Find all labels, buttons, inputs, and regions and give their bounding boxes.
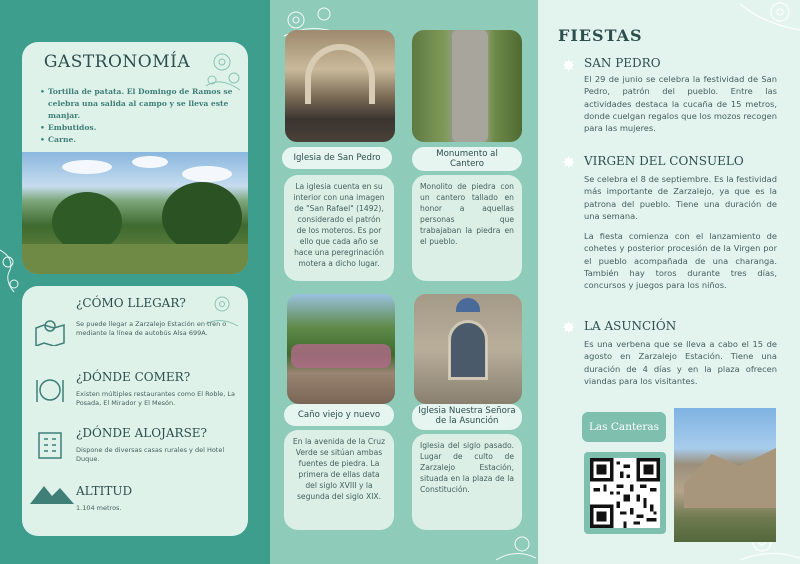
las-canteras-button[interactable]: Las Canteras bbox=[582, 412, 666, 442]
mountain-icon bbox=[30, 482, 74, 506]
map-icon bbox=[34, 318, 66, 346]
virgen-consuelo-title: VIRGEN DEL CONSUELO bbox=[584, 154, 744, 168]
como-llegar-title: ¿CÓMO LLEGAR? bbox=[76, 296, 186, 310]
donde-comer-text: Existen múltiples restaurantes como El Roble, La Posada, El Mirador y El Mesón. bbox=[76, 390, 235, 407]
monumento-cantero-photo bbox=[412, 30, 522, 142]
qr-code-icon bbox=[590, 458, 660, 528]
iglesia-asuncion-text: Iglesia del siglo pasado. Lugar de culto de Zarzalejo Estación, situada en la plaza de la Constitución. bbox=[412, 434, 522, 530]
iglesia-asuncion-title: Iglesia Nuestra Señora de la Asunción bbox=[412, 404, 522, 430]
gastronomia-list bbox=[40, 86, 240, 146]
virgen-consuelo-text: Se celebra el 8 de septiembre. Es la festividad más importante de Zarzalejo, ya que es la patrona del pueblo. Tiene una duración de una semana. bbox=[584, 174, 777, 221]
fiestas-title: FIESTAS bbox=[558, 26, 643, 45]
qr-code[interactable] bbox=[584, 452, 666, 534]
altitud-title: ALTITUD bbox=[76, 484, 133, 498]
donde-alojarse-text: Dispone de diversas casas rurales y del Hotel Duque. bbox=[76, 446, 225, 463]
info-card bbox=[22, 286, 248, 536]
san-pedro-text: El 29 de junio se celebra la festividad de San Pedro, patrón del pueblo. Entre las actividades destaca la cucaña de 15 metros, donde cuelgan regalos que los mozos recogen para las mujeres. bbox=[584, 74, 777, 134]
list-item: • Embutidos. bbox=[40, 122, 240, 134]
iglesia-san-pedro-title: Iglesia de San Pedro bbox=[282, 147, 392, 169]
cano-viejo-nuevo-title: Caño viejo y nuevo bbox=[284, 404, 394, 426]
donde-alojarse-title: ¿DÓNDE ALOJARSE? bbox=[76, 426, 207, 440]
altitud-text: 1.104 metros. bbox=[76, 504, 122, 512]
donde-comer-title: ¿DÓNDE COMER? bbox=[76, 370, 191, 384]
iglesia-san-pedro-text: La iglesia cuenta en su interior con una imagen de "San Rafael" (1492), considerado el patrón de los moteros. Es por ello que cada año se hace una peregrinación motera a dicho lugar. bbox=[284, 175, 394, 281]
building-icon bbox=[36, 430, 64, 460]
asuncion-title: LA ASUNCIÓN bbox=[584, 319, 677, 333]
landscape-photo bbox=[22, 152, 248, 274]
star-icon: ✸ bbox=[562, 153, 576, 172]
list-item: • Carne. bbox=[40, 134, 240, 146]
star-icon: ✸ bbox=[562, 318, 576, 337]
flower-decoration-icon bbox=[496, 530, 536, 562]
iglesia-san-pedro-photo bbox=[285, 30, 395, 142]
san-pedro-title: SAN PEDRO bbox=[584, 56, 661, 70]
monumento-cantero-text: Monolito de piedra con un cantero tallado en honor a aquellas personas que trabajaban la piedra en el pueblo. bbox=[412, 175, 522, 281]
virgen-consuelo-text-2: La fiesta comienza con el lanzamiento de cohetes y posterior procesión de la Virgen por el pueblo acompañada de una charanga. También hay toros durante tres días, concursos y juegos para los niños. bbox=[584, 231, 777, 291]
asuncion-text: Es una verbena que se lleva a cabo el 15 de agosto en Zarzalejo Estación. Tiene una duración de 4 días y en la plaza ofrecen viandas para los visitantes. bbox=[584, 339, 777, 386]
como-llegar-text: Se puede llegar a Zarzalejo Estación en tren o mediante la línea de autobús Alsa 699A. bbox=[76, 320, 227, 337]
star-icon: ✸ bbox=[562, 56, 576, 75]
cutlery-icon bbox=[34, 376, 66, 404]
list-item: • Tortilla de patata. El Domingo de Ramos se celebra una salida al campo y se lleva este manjar. bbox=[40, 86, 240, 122]
gastronomia-title: GASTRONOMÍA bbox=[43, 52, 191, 72]
gastronomia-card bbox=[22, 42, 248, 274]
iglesia-asuncion-photo bbox=[414, 294, 522, 404]
monumento-cantero-title: Monumento al Cantero bbox=[412, 147, 522, 171]
cano-viejo-nuevo-text: En la avenida de la Cruz Verde se sitúan ambas fuentes de piedra. La primera de ellas data del siglo XVIII y la segunda del siglo XIX. bbox=[284, 430, 394, 530]
flower-decoration-icon bbox=[740, 0, 800, 40]
cano-viejo-nuevo-photo bbox=[287, 294, 395, 404]
las-canteras-photo bbox=[674, 408, 776, 542]
